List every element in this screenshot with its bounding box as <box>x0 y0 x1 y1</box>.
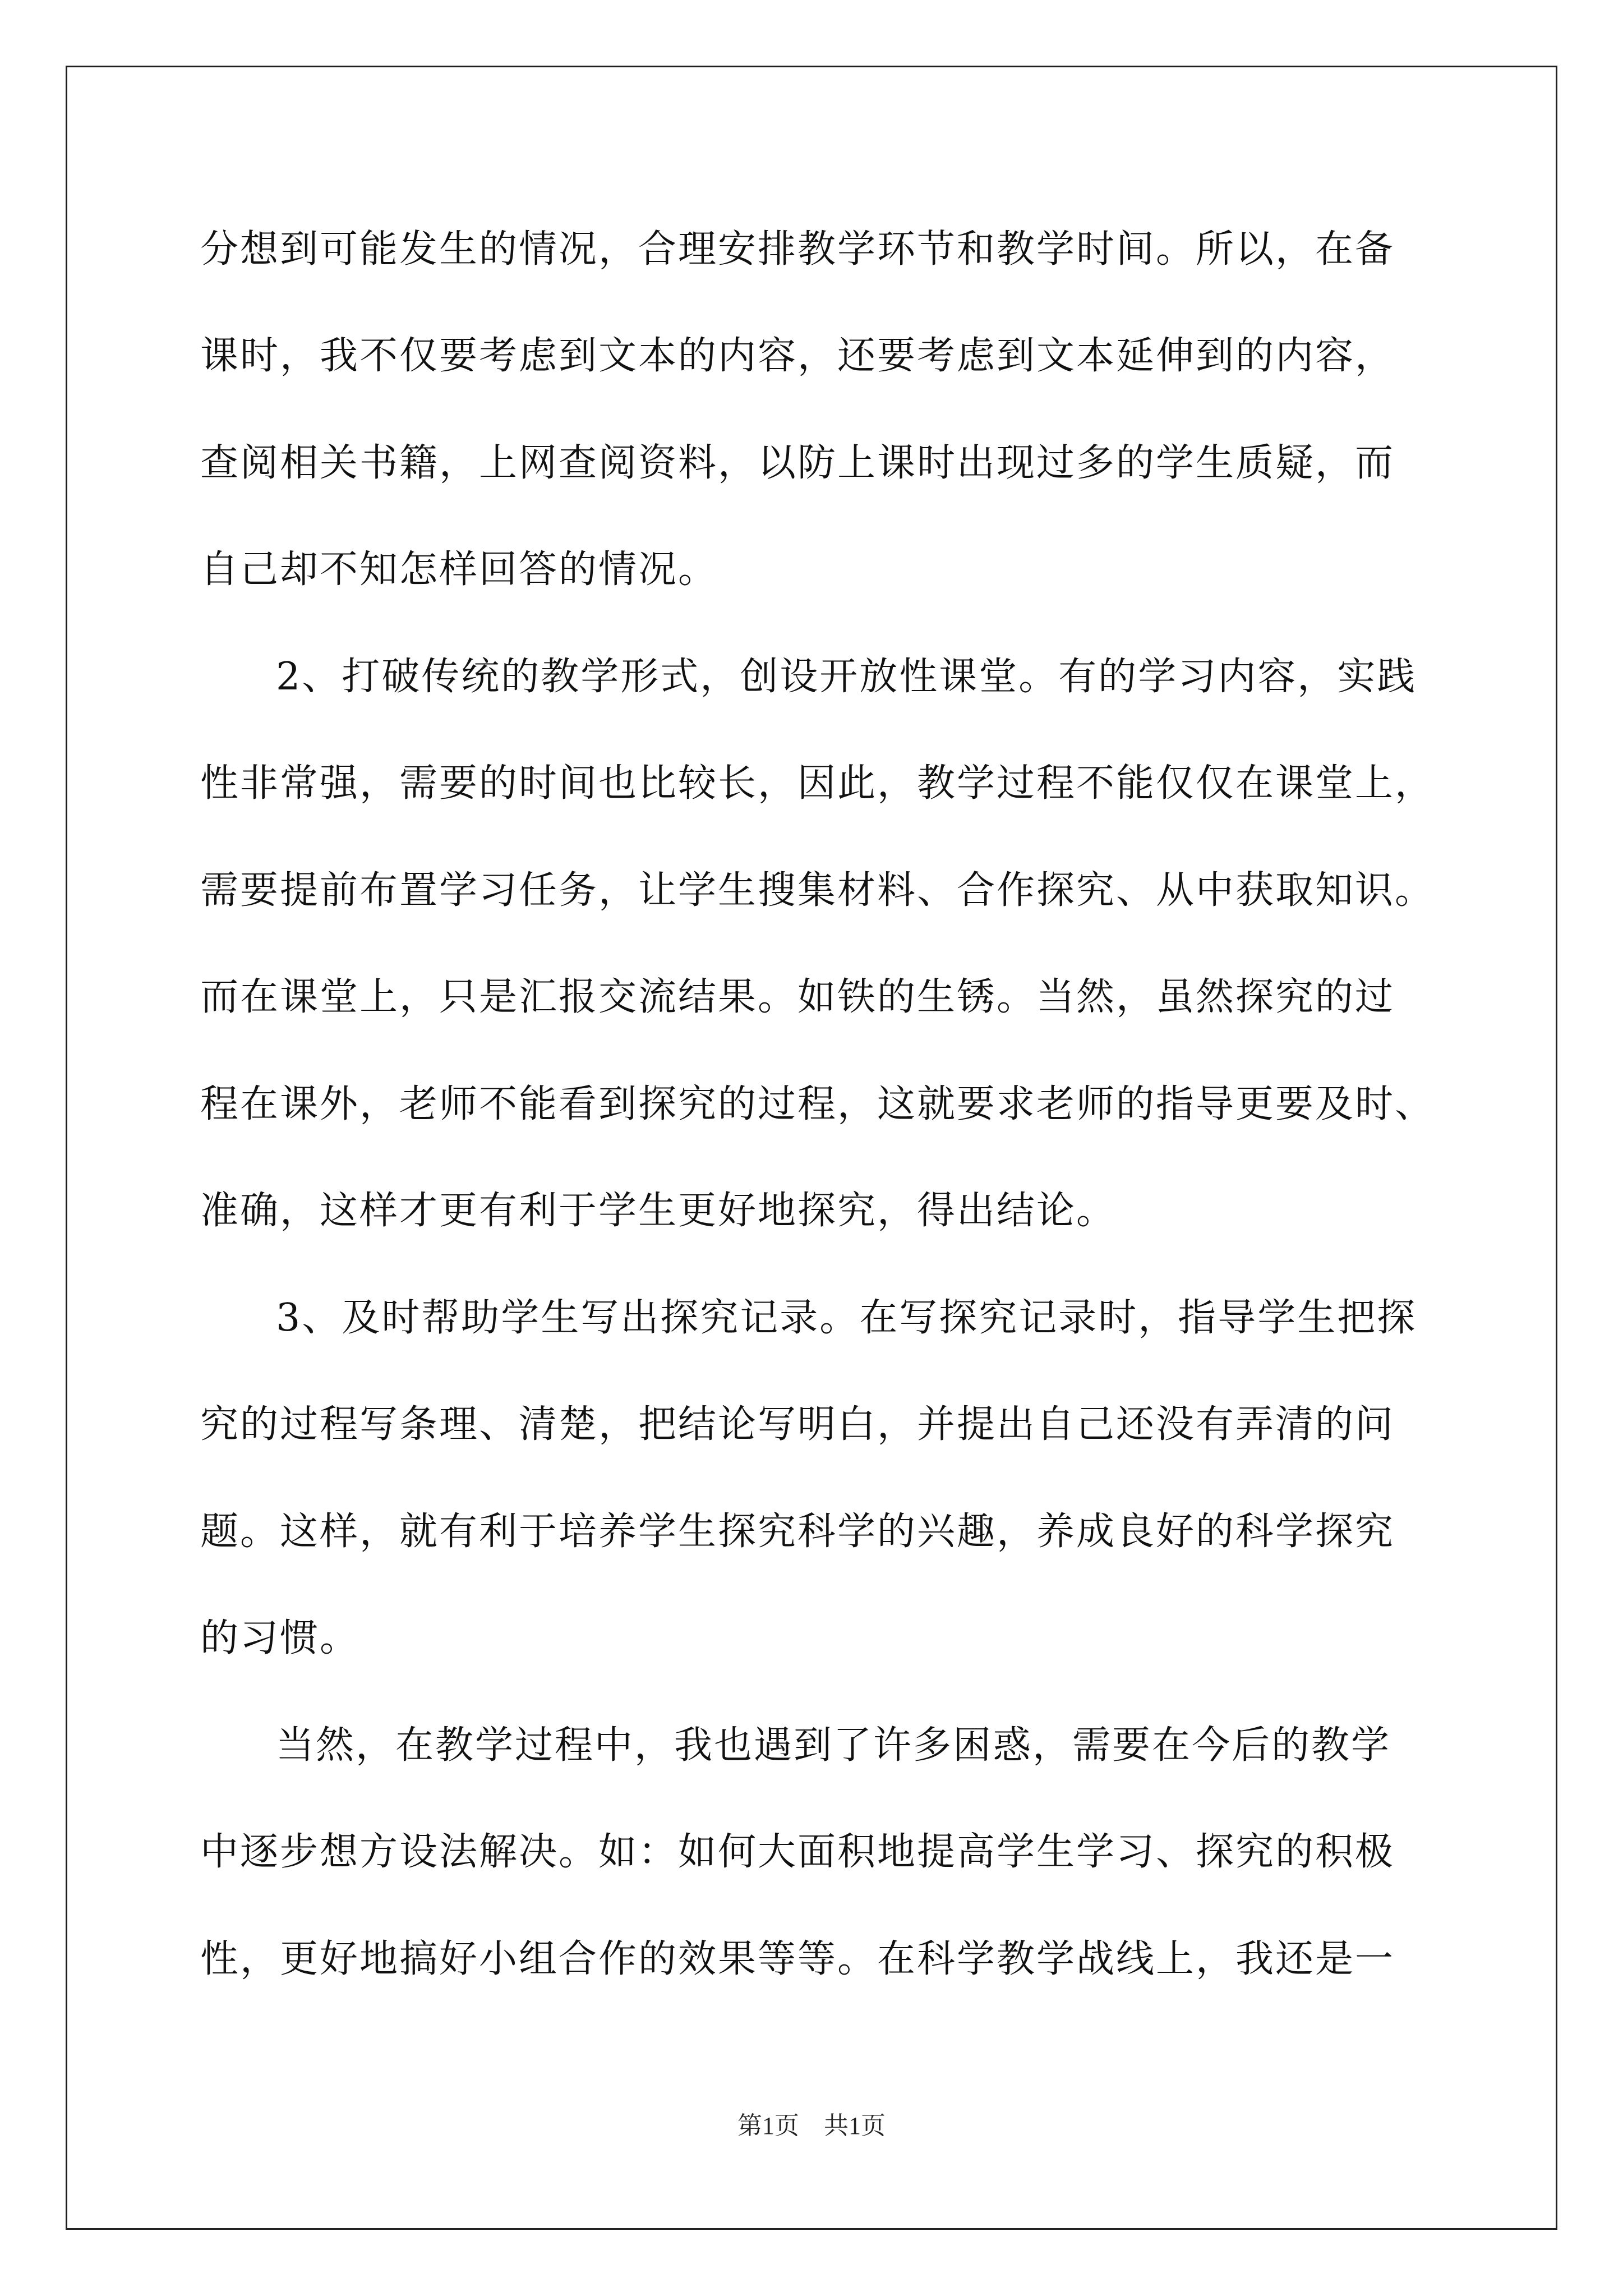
page-number-footer: 第1页 共1页 <box>737 2112 886 2139</box>
paragraph-3-first-line: 3、及时帮助学生写出探究记录。在写探究记录时，指导学生把探 <box>276 1296 1417 1340</box>
text-line: 课时，我不仅要考虑到文本的内容，还要考虑到文本延伸到的内容， <box>200 334 1395 378</box>
text-line: 而在课堂上，只是汇报交流结果。如铁的生锈。当然，虽然探究的过 <box>200 975 1395 1019</box>
text-line: 中逐步想方设法解决。如：如何大面积地提高学生学习、探究的积极 <box>200 1830 1395 1874</box>
text-line: 查阅相关书籍，上网查阅资料，以防上课时出现过多的学生质疑，而 <box>200 441 1395 485</box>
text-line: 准确，这样才更有利于学生更好地探究，得出结论。 <box>200 1189 1117 1233</box>
page-border <box>66 66 1557 2230</box>
text-line: 程在课外，老师不能看到探究的过程，这就要求老师的指导更要及时、 <box>200 1082 1435 1126</box>
text-line: 性，更好地搞好小组合作的效果等等。在科学教学战线上，我还是一 <box>200 1937 1395 1981</box>
text-line: 性非常强，需要的时间也比较长，因此，教学过程不能仅仅在课堂上， <box>200 761 1435 806</box>
paragraph-2-first-line: 2、打破传统的教学形式，创设开放性课堂。有的学习内容，实践 <box>276 655 1417 699</box>
text-line: 究的过程写条理、清楚，把结论写明白，并提出自己还没有弄清的问 <box>200 1402 1395 1447</box>
text-line: 的习惯。 <box>200 1616 360 1660</box>
text-line: 题。这样，就有利于培养学生探究科学的兴趣，养成良好的科学探究 <box>200 1510 1395 1554</box>
text-line: 分想到可能发生的情况，合理安排教学环节和教学时间。所以，在备 <box>200 227 1395 272</box>
paragraph-4-first-line: 当然，在教学过程中，我也遇到了许多困惑，需要在今后的教学 <box>276 1723 1391 1768</box>
text-line: 自己却不知怎样回答的情况。 <box>200 547 718 592</box>
text-line: 需要提前布置学习任务，让学生搜集材料、合作探究、从中获取知识。 <box>200 868 1435 913</box>
